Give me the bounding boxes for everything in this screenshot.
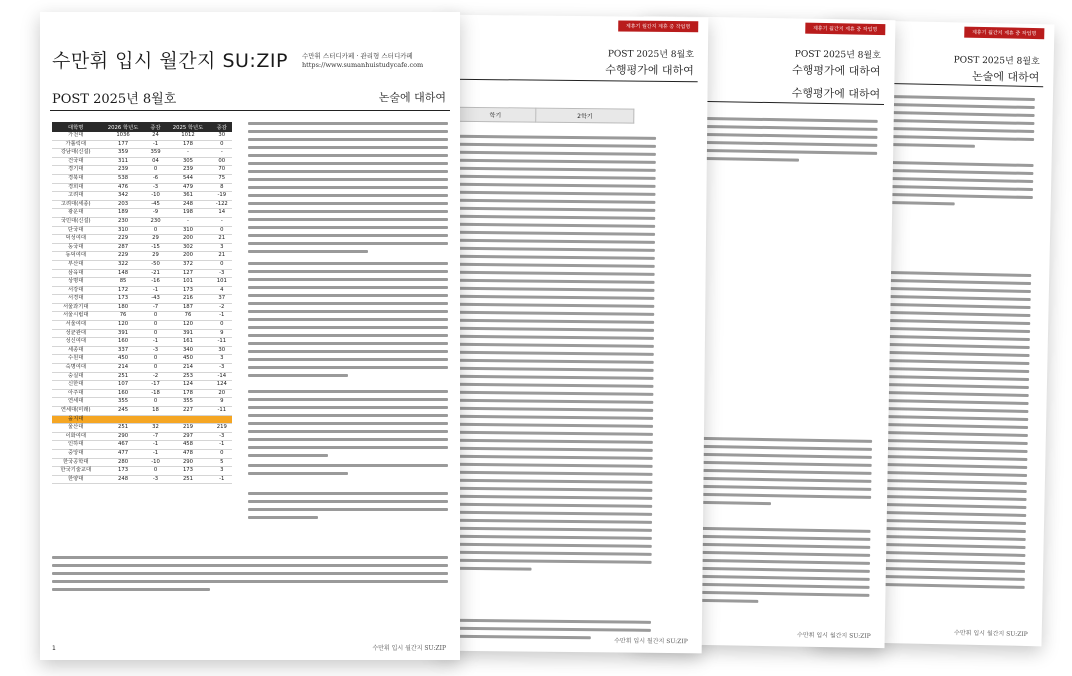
- table-cell: 172: [99, 286, 146, 295]
- table-cell: 0: [147, 329, 165, 338]
- table-cell: 342: [99, 192, 146, 201]
- table-row: [52, 398, 232, 407]
- table-cell: -: [164, 217, 211, 226]
- table-cell: 251: [164, 475, 211, 484]
- table-row: [52, 449, 232, 458]
- page-header: [792, 46, 881, 79]
- page-footer: 수만휘 입시 월간지 SU:ZIP: [614, 637, 688, 646]
- article-paragraph: [52, 556, 448, 596]
- table-cell: 219: [164, 424, 211, 433]
- table-cell: -7: [147, 432, 165, 441]
- table-cell: 478: [164, 449, 211, 458]
- table-cell: 216: [164, 295, 211, 304]
- university-name-cell: 중앙대: [52, 449, 99, 458]
- university-name-cell: 덕성여대: [52, 235, 99, 244]
- publisher-info: [302, 52, 423, 70]
- table-cell: 0: [147, 166, 165, 175]
- table-cell: 20: [212, 389, 232, 398]
- table-row: [52, 329, 232, 338]
- university-name-cell: 상명대: [52, 278, 99, 287]
- table-row: [52, 226, 232, 235]
- table-cell: -3: [212, 364, 232, 373]
- table-cell: 8: [212, 183, 232, 192]
- university-name-cell: 단국대: [52, 226, 99, 235]
- table-cell: -15: [147, 243, 165, 252]
- table-cell: -45: [147, 200, 165, 209]
- column-header: 대학명: [52, 122, 99, 132]
- table-cell: 227: [164, 407, 211, 416]
- table-cell: 101: [212, 278, 232, 287]
- post-label: POST 2025년 8월호: [794, 49, 881, 61]
- table-row: [52, 200, 232, 209]
- page-title: 수행평가에 대하여: [605, 63, 694, 78]
- table-cell: 200: [164, 235, 211, 244]
- publisher-url: https://www.sumanhuistudycafe.com: [302, 61, 424, 69]
- table-cell: 198: [164, 209, 211, 218]
- page-1: [40, 12, 460, 660]
- table-row: [52, 243, 232, 252]
- table-row: [52, 157, 232, 166]
- table-cell: 0: [212, 449, 232, 458]
- table-row: [52, 321, 232, 330]
- table-cell: 214: [164, 364, 211, 373]
- table-cell: 544: [164, 174, 211, 183]
- table-cell: 0: [212, 260, 232, 269]
- table-cell: [164, 415, 211, 424]
- table-cell: 248: [164, 200, 211, 209]
- table-cell: -11: [212, 407, 232, 416]
- table-row: [52, 372, 232, 381]
- university-name-cell: 서경대: [52, 295, 99, 304]
- table-row: [52, 209, 232, 218]
- university-name-cell: 강남대(신설): [52, 149, 99, 158]
- table-row: [52, 278, 232, 287]
- table-cell: 3: [212, 243, 232, 252]
- table-cell: 173: [99, 295, 146, 304]
- university-name-cell: 아주대: [52, 389, 99, 398]
- university-name-cell: 숙명여대: [52, 364, 99, 373]
- table-cell: [99, 415, 146, 424]
- table-cell: -3: [147, 183, 165, 192]
- university-name-cell: 연세대(미래): [52, 407, 99, 416]
- university-name-cell: 서울여대: [52, 321, 99, 330]
- university-name-cell: 국민대(신설): [52, 217, 99, 226]
- magazine-masthead: 수만휘 입시 월간지 SU:ZIP: [52, 50, 288, 72]
- table-cell: 251: [99, 424, 146, 433]
- table-cell: [212, 415, 232, 424]
- table-cell: 0: [212, 226, 232, 235]
- table-cell: 0: [147, 355, 165, 364]
- table-row: [52, 286, 232, 295]
- section-heading: 수행평가에 대하여: [791, 86, 881, 101]
- table-cell: 29: [147, 252, 165, 261]
- table-row: [52, 149, 232, 158]
- page-header: [953, 52, 1040, 85]
- table-cell: -16: [147, 278, 165, 287]
- table-body: [52, 132, 232, 484]
- university-name-cell: 수원대: [52, 355, 99, 364]
- table-cell: 160: [99, 338, 146, 347]
- university-name-cell: 세종대: [52, 346, 99, 355]
- table-row: [52, 407, 232, 416]
- table-cell: -19: [212, 192, 232, 201]
- table-cell: 21: [212, 235, 232, 244]
- table-cell: 297: [164, 432, 211, 441]
- table-cell: 239: [99, 166, 146, 175]
- table-cell: 1036: [99, 132, 146, 140]
- table-cell: 359: [99, 149, 146, 158]
- table-cell: 476: [99, 183, 146, 192]
- table-cell: 75: [212, 174, 232, 183]
- table-cell: 355: [99, 398, 146, 407]
- table-cell: [147, 415, 165, 424]
- table-cell: 0: [212, 321, 232, 330]
- table-cell: 322: [99, 260, 146, 269]
- table-row: [52, 389, 232, 398]
- table-cell: 30: [212, 132, 232, 140]
- university-name-cell: 건국대: [52, 157, 99, 166]
- table-row: [52, 269, 232, 278]
- university-name-cell: 숭실대: [52, 372, 99, 381]
- table-row: [52, 174, 232, 183]
- table-cell: 458: [164, 441, 211, 450]
- table-cell: -3: [212, 269, 232, 278]
- table-cell: 124: [212, 381, 232, 390]
- table-cell: -: [212, 217, 232, 226]
- table-cell: 253: [164, 372, 211, 381]
- university-name-cell: 삼육대: [52, 269, 99, 278]
- table-row: [52, 441, 232, 450]
- table-cell: -1: [147, 140, 165, 149]
- table-cell: -10: [147, 192, 165, 201]
- table-row: [52, 355, 232, 364]
- university-name-cell: 울산대: [52, 424, 99, 433]
- table-cell: -7: [147, 303, 165, 312]
- table-cell: 177: [99, 140, 146, 149]
- column-header: 2026 학년도: [99, 122, 146, 132]
- table-cell: 30: [212, 346, 232, 355]
- table-row: [52, 192, 232, 201]
- table-cell: 0: [147, 312, 165, 321]
- table-row: [52, 217, 232, 226]
- table-cell: 310: [164, 226, 211, 235]
- table-cell: -3: [147, 475, 165, 484]
- table-cell: 290: [99, 432, 146, 441]
- table-cell: 180: [99, 303, 146, 312]
- table-cell: 107: [99, 381, 146, 390]
- table-cell: 0: [147, 364, 165, 373]
- article-paragraph: [248, 262, 448, 382]
- table-cell: 477: [99, 449, 146, 458]
- table-row: [52, 432, 232, 441]
- page-number: 1: [52, 645, 56, 652]
- page-tag: 제휴기 월간지 제휴 중 작업명: [805, 23, 886, 35]
- table-cell: 120: [99, 321, 146, 330]
- table-row: [52, 346, 232, 355]
- table-cell: 70: [212, 166, 232, 175]
- table-cell: 29: [147, 235, 165, 244]
- article-paragraph: [248, 492, 448, 524]
- table-cell: 148: [99, 269, 146, 278]
- table-cell: 230: [99, 217, 146, 226]
- university-name-cell: 서울시립대: [52, 312, 99, 321]
- table-row: [52, 166, 232, 175]
- page-footer: 수만휘 입시 월간지 SU:ZIP: [372, 645, 446, 652]
- section-title: 논술에 대하여: [378, 91, 446, 104]
- page-tag: 제휴기 월간지 제휴 중 작업명: [618, 20, 698, 32]
- table-row: [52, 364, 232, 373]
- university-name-cell: 서울과기대: [52, 303, 99, 312]
- university-name-cell: 신한대: [52, 381, 99, 390]
- university-name-cell: 경북대: [52, 174, 99, 183]
- table-cell: 1012: [164, 132, 211, 140]
- university-name-cell: 가톨릭대: [52, 140, 99, 149]
- table-cell: -10: [147, 458, 165, 467]
- table-cell: 305: [164, 157, 211, 166]
- table-cell: 450: [99, 355, 146, 364]
- table-row: [52, 381, 232, 390]
- table-cell: 359: [147, 149, 165, 158]
- university-name-cell: 부산대: [52, 260, 99, 269]
- article-paragraph: [248, 390, 448, 462]
- table-cell: 173: [99, 467, 146, 476]
- table-cell: 5: [212, 458, 232, 467]
- university-name-cell: 한국기술교대: [52, 467, 99, 476]
- table-cell: 391: [99, 329, 146, 338]
- university-name-cell: 을지대: [52, 415, 99, 424]
- table-cell: 229: [99, 235, 146, 244]
- table-cell: -2: [147, 372, 165, 381]
- table-cell: 101: [164, 278, 211, 287]
- table-cell: -3: [212, 432, 232, 441]
- university-name-cell: 연세대: [52, 398, 99, 407]
- column-header: 2025 학년도: [164, 122, 211, 132]
- table-row: [52, 338, 232, 347]
- table-row: [52, 252, 232, 261]
- table-cell: 04: [147, 157, 165, 166]
- table-header-row: [52, 122, 232, 132]
- table-cell: 310: [99, 226, 146, 235]
- university-name-cell: 성신여대: [52, 338, 99, 347]
- university-table: [52, 122, 232, 484]
- table-cell: 4: [212, 286, 232, 295]
- table-cell: -21: [147, 269, 165, 278]
- column-header: 증감: [147, 122, 165, 132]
- university-name-cell: 이화여대: [52, 432, 99, 441]
- table-cell: 538: [99, 174, 146, 183]
- table-cell: 76: [164, 312, 211, 321]
- table-row: [52, 140, 232, 149]
- table-cell: -1: [147, 338, 165, 347]
- table-cell: 187: [164, 303, 211, 312]
- table-cell: 14: [212, 209, 232, 218]
- table-cell: 203: [99, 200, 146, 209]
- table-cell: -1: [147, 441, 165, 450]
- table-cell: -2: [212, 303, 232, 312]
- table-cell: 3: [212, 467, 232, 476]
- table-cell: -1: [212, 475, 232, 484]
- table-cell: 127: [164, 269, 211, 278]
- table-cell: -1: [212, 312, 232, 321]
- table-cell: -3: [147, 346, 165, 355]
- article-paragraph: [248, 464, 448, 480]
- page-footer: 수만휘 입시 월간지 SU:ZIP: [796, 631, 871, 640]
- table-cell: 391: [164, 329, 211, 338]
- table-cell: 450: [164, 355, 211, 364]
- table-cell: 178: [164, 389, 211, 398]
- table-cell: 00: [212, 157, 232, 166]
- publisher-name: 수만휘 스터디카페 · 관리형 스터디카페: [302, 52, 413, 60]
- table-cell: 287: [99, 243, 146, 252]
- semester-header: 학기: [455, 107, 536, 122]
- table-row: [52, 475, 232, 484]
- table-cell: -17: [147, 381, 165, 390]
- university-name-cell: 한국공학대: [52, 458, 99, 467]
- table-cell: 18: [147, 407, 165, 416]
- table-cell: 361: [164, 192, 211, 201]
- table-cell: 214: [99, 364, 146, 373]
- table-cell: 200: [164, 252, 211, 261]
- page-footer: 수만휘 입시 월간지 SU:ZIP: [953, 629, 1028, 639]
- table-cell: 0: [212, 140, 232, 149]
- table-row: [52, 295, 232, 304]
- table-cell: 32: [147, 424, 165, 433]
- table-cell: 120: [164, 321, 211, 330]
- table-cell: 311: [99, 157, 146, 166]
- table-cell: 3: [212, 355, 232, 364]
- university-name-cell: 서강대: [52, 286, 99, 295]
- table-cell: 479: [164, 183, 211, 192]
- table-row: [52, 415, 232, 424]
- post-label: POST 2025년 8월호: [953, 55, 1040, 68]
- university-name-cell: 동덕여대: [52, 252, 99, 261]
- university-name-cell: 고려대(세종): [52, 200, 99, 209]
- table-cell: 9: [212, 398, 232, 407]
- table-cell: -6: [147, 174, 165, 183]
- table-cell: 355: [164, 398, 211, 407]
- table-row: [52, 303, 232, 312]
- table-cell: 37: [212, 295, 232, 304]
- table-cell: 0: [147, 467, 165, 476]
- table-cell: 280: [99, 458, 146, 467]
- university-name-cell: 광운대: [52, 209, 99, 218]
- table-cell: -14: [212, 372, 232, 381]
- semester-table: [454, 107, 634, 124]
- page-tag: 제휴기 월간지 제휴 중 작업명: [964, 27, 1045, 40]
- table-row: [52, 458, 232, 467]
- body-text-block: [451, 135, 656, 577]
- table-cell: 161: [164, 338, 211, 347]
- table-cell: 302: [164, 243, 211, 252]
- table-cell: -11: [212, 338, 232, 347]
- table-cell: 245: [99, 407, 146, 416]
- table-cell: 372: [164, 260, 211, 269]
- table-cell: 0: [147, 226, 165, 235]
- table-cell: 173: [164, 467, 211, 476]
- table-cell: -43: [147, 295, 165, 304]
- page-title: 논술에 대하여: [971, 69, 1040, 85]
- table-cell: -1: [212, 441, 232, 450]
- semester-header: 2학기: [536, 108, 634, 123]
- table-cell: 251: [99, 372, 146, 381]
- page-2: [437, 15, 709, 654]
- table-cell: -122: [212, 200, 232, 209]
- table-cell: 76: [99, 312, 146, 321]
- table-cell: -1: [147, 449, 165, 458]
- table-row: [52, 132, 232, 140]
- table-row: [52, 183, 232, 192]
- university-name-cell: 한양대: [52, 475, 99, 484]
- table-cell: 124: [164, 381, 211, 390]
- table-cell: 337: [99, 346, 146, 355]
- table-cell: 340: [164, 346, 211, 355]
- header-rule: [453, 79, 698, 83]
- table-cell: 0: [147, 321, 165, 330]
- table-cell: 0: [147, 398, 165, 407]
- table-row: [52, 424, 232, 433]
- table-cell: 160: [99, 389, 146, 398]
- table-cell: 290: [164, 458, 211, 467]
- university-name-cell: 성균관대: [52, 329, 99, 338]
- university-name-cell: 경기대: [52, 166, 99, 175]
- table-cell: -: [212, 149, 232, 158]
- university-name-cell: 인하대: [52, 441, 99, 450]
- table-cell: -1: [147, 286, 165, 295]
- university-name-cell: 고려대: [52, 192, 99, 201]
- header-rule: [50, 110, 450, 111]
- table-cell: 9: [212, 329, 232, 338]
- university-name-cell: 경희대: [52, 183, 99, 192]
- post-label: POST 2025년 8월호: [607, 49, 694, 61]
- table-cell: 219: [212, 424, 232, 433]
- table-cell: -9: [147, 209, 165, 218]
- table-row: [52, 312, 232, 321]
- table-row: [52, 467, 232, 476]
- column-header: 증감: [212, 122, 232, 132]
- table-cell: 178: [164, 140, 211, 149]
- university-name-cell: 가천대: [52, 132, 99, 140]
- page-header: [605, 46, 694, 78]
- table-cell: 85: [99, 278, 146, 287]
- article-paragraph: [248, 122, 448, 258]
- table-cell: 248: [99, 475, 146, 484]
- table-cell: 21: [212, 252, 232, 261]
- table-cell: -50: [147, 260, 165, 269]
- table-row: [52, 235, 232, 244]
- table-cell: 239: [164, 166, 211, 175]
- table-cell: 189: [99, 209, 146, 218]
- page-title: 수행평가에 대하여: [791, 63, 881, 78]
- university-name-cell: 동국대: [52, 243, 99, 252]
- table-row: [52, 260, 232, 269]
- table-cell: -18: [147, 389, 165, 398]
- table-cell: 173: [164, 286, 211, 295]
- table-cell: 467: [99, 441, 146, 450]
- issue-label: POST 2025년 8월호: [52, 92, 177, 107]
- table-cell: 230: [147, 217, 165, 226]
- table-cell: -: [164, 149, 211, 158]
- table-cell: 24: [147, 132, 165, 140]
- table-cell: 229: [99, 252, 146, 261]
